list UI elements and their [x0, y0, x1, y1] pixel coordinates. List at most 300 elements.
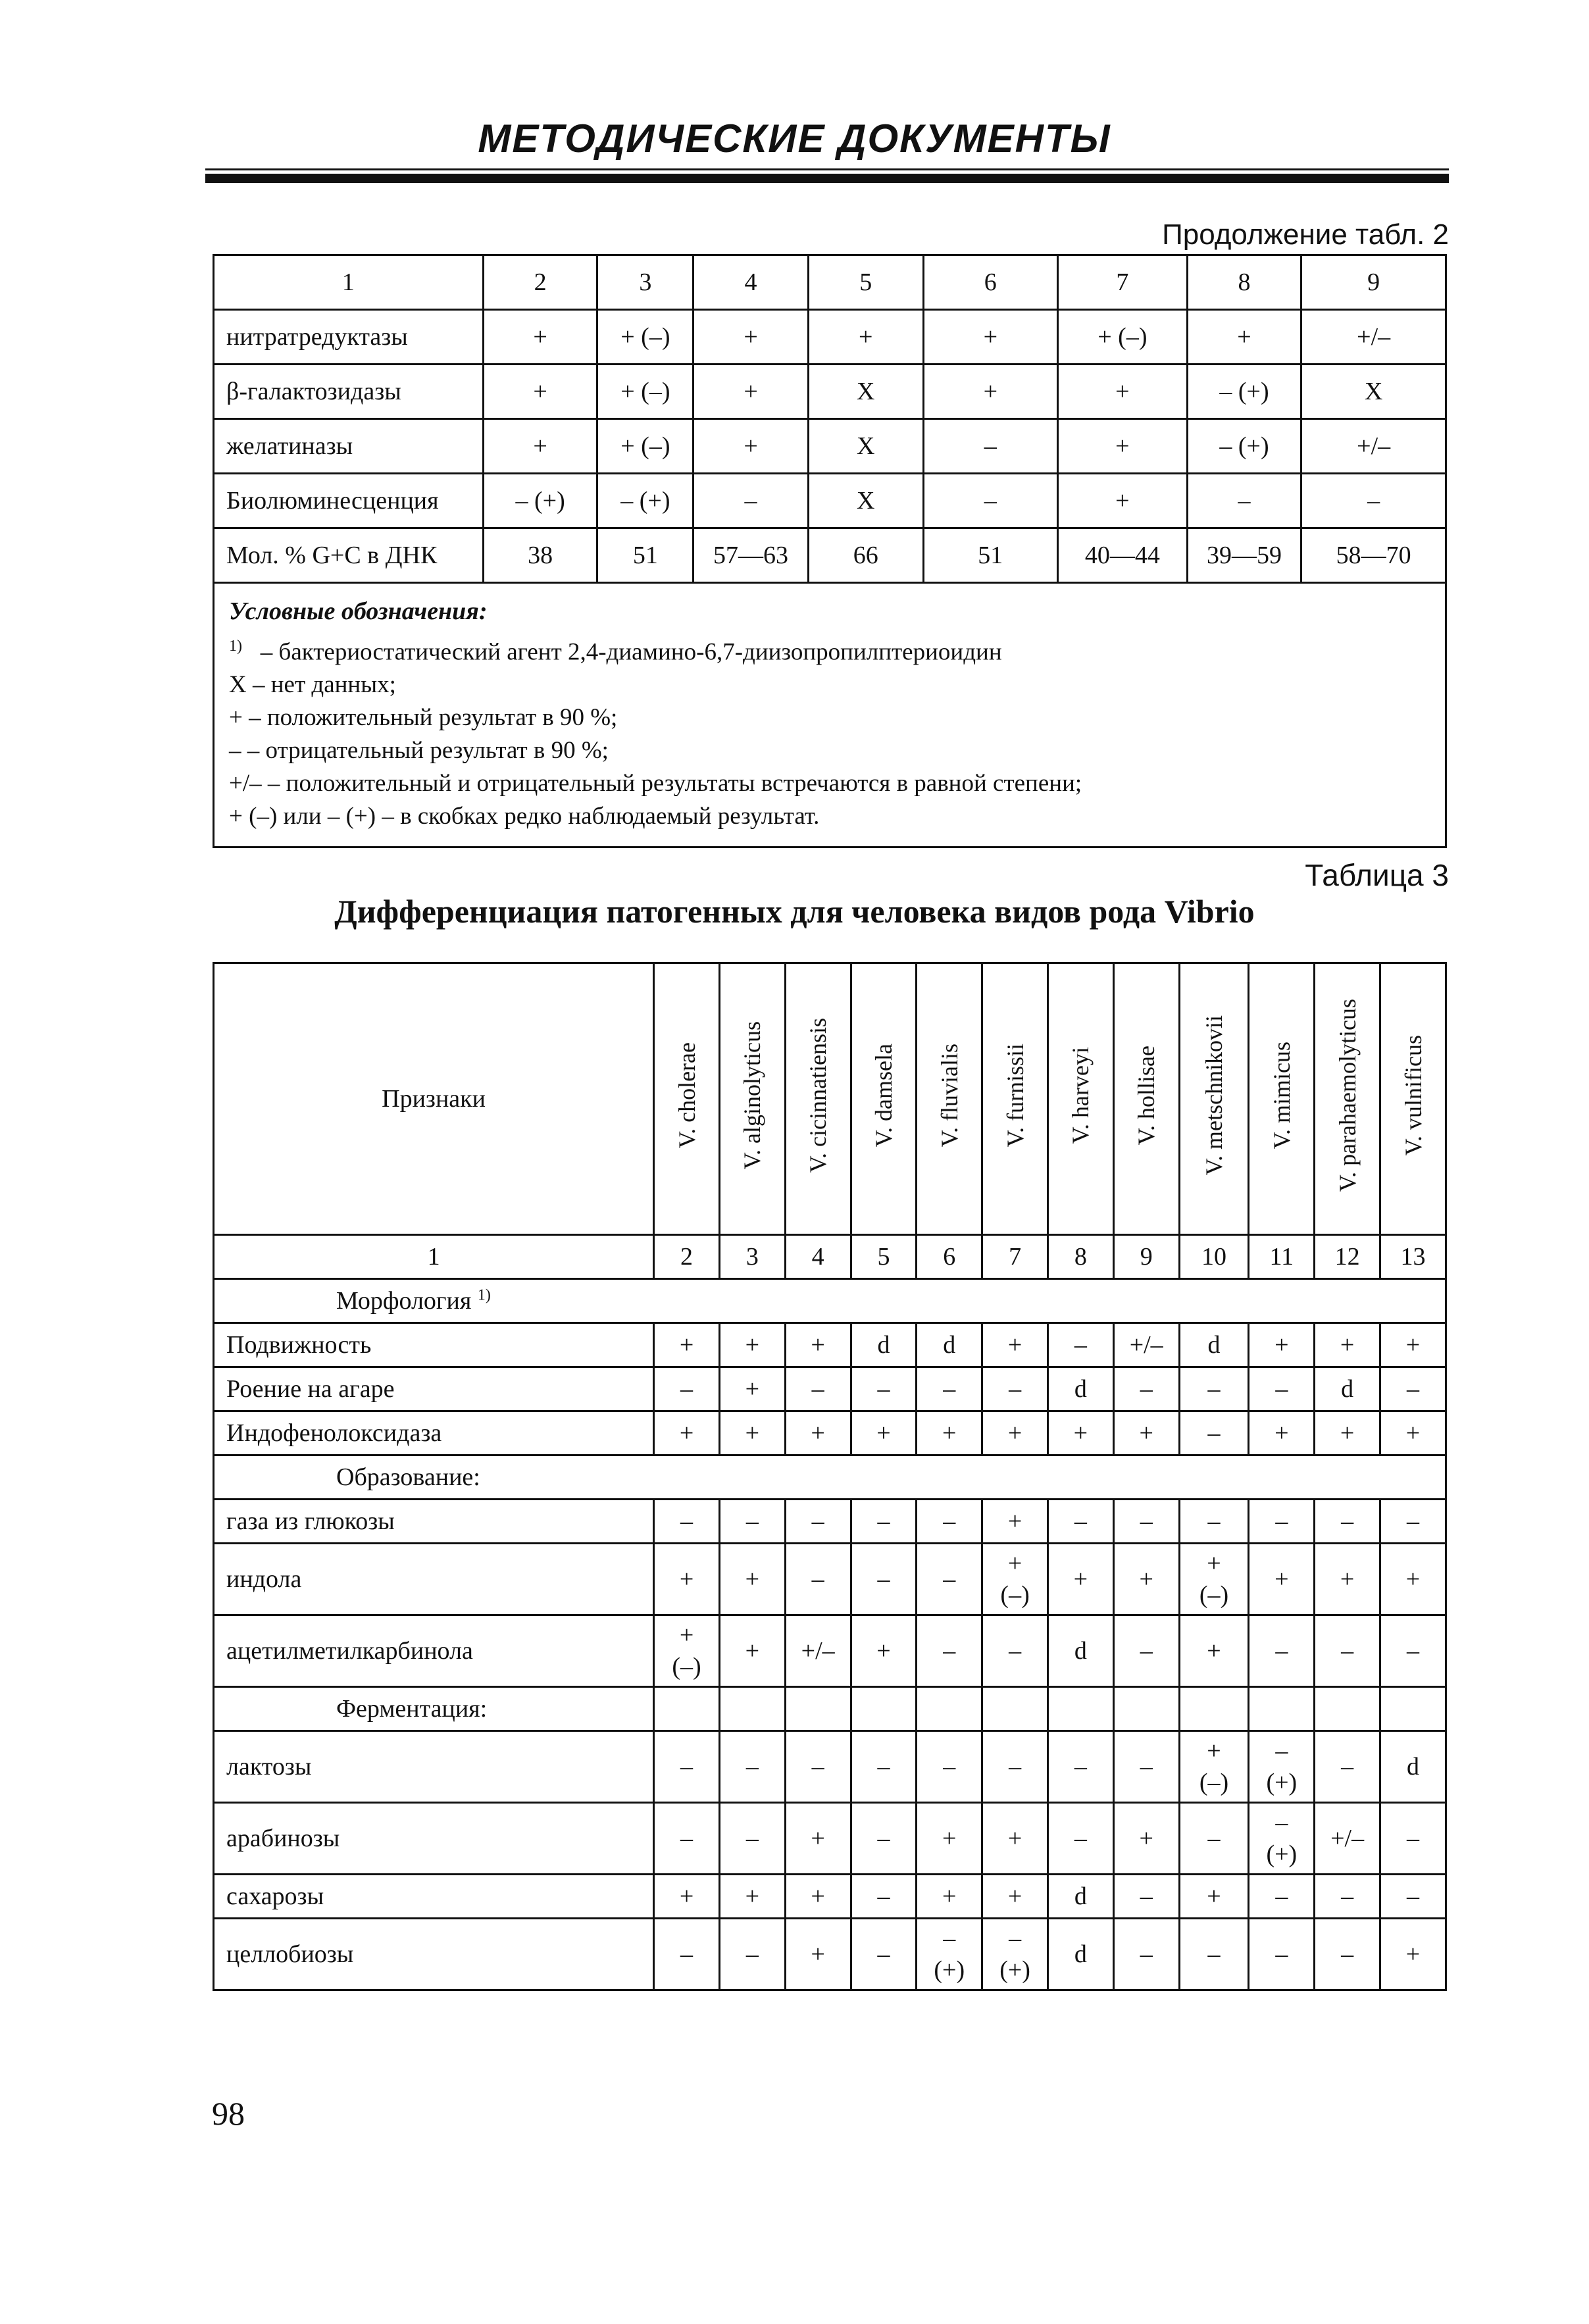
table-cell: – — [1380, 1615, 1446, 1687]
species-name: V. furnissii — [1001, 1044, 1028, 1148]
column-number: 4 — [785, 1235, 851, 1279]
table-cell: – — [851, 1803, 917, 1875]
table3-row — [214, 1411, 1446, 1455]
table-cell: + — [1249, 1411, 1315, 1455]
table-cell: – — [1315, 1500, 1380, 1544]
table-cell: – — [1113, 1615, 1179, 1687]
table-cell: – — [654, 1803, 720, 1875]
row-label: Роение на агаре — [214, 1367, 654, 1411]
table-cell: + — [982, 1500, 1048, 1544]
stacked-value — [1199, 1735, 1228, 1798]
table-cell: – — [785, 1544, 851, 1615]
table-cell: +/– — [785, 1615, 851, 1687]
table-cell: – — [851, 1919, 917, 1990]
table3-label: Таблица 3 — [1305, 858, 1449, 892]
table-cell: – — [917, 1500, 982, 1544]
table-cell — [1315, 1687, 1380, 1731]
table-cell: + — [1113, 1803, 1179, 1875]
table-cell: – — [1179, 1919, 1249, 1990]
species-header — [1047, 963, 1113, 1235]
table-cell: +/– — [1315, 1803, 1380, 1875]
species-name: V. mimicus — [1268, 1042, 1295, 1149]
legend-note-text: – бактериостатический агент 2,4-диамино-6,7-диизопропилптериоидин — [260, 638, 1002, 666]
table-cell: + — [654, 1544, 720, 1615]
table2-row — [214, 419, 1446, 474]
stacked-value — [1266, 1735, 1297, 1798]
table-cell: + — [982, 1875, 1048, 1919]
table2-row — [214, 474, 1446, 528]
row-label: лактозы — [214, 1731, 654, 1803]
table-cell: – — [1315, 1875, 1380, 1919]
table-cell: +/– — [1113, 1323, 1179, 1367]
table-cell: – — [1047, 1323, 1113, 1367]
table-cell: + — [1179, 1875, 1249, 1919]
table-cell: + — [719, 1323, 785, 1367]
table-cell — [719, 1687, 785, 1731]
stacked-value — [1199, 1548, 1228, 1611]
table-cell: + — [654, 1411, 720, 1455]
table-cell: – — [1113, 1367, 1179, 1411]
section-formation: Образование: — [214, 1455, 1446, 1500]
table-cell: – — [785, 1500, 851, 1544]
table-cell: 38 — [483, 528, 597, 583]
table-cell: + — [483, 419, 597, 474]
table-cell — [1179, 1544, 1249, 1615]
species-header — [719, 963, 785, 1235]
table-cell: + — [1380, 1544, 1446, 1615]
table-cell: – — [654, 1731, 720, 1803]
header-title: МЕТОДИЧЕСКИЕ ДОКУМЕНТЫ — [478, 116, 1111, 161]
table-cell: d — [1047, 1615, 1113, 1687]
table-cell: d — [851, 1323, 917, 1367]
table3 — [213, 962, 1447, 1991]
table-cell: + — [1380, 1323, 1446, 1367]
table-cell: + — [1047, 1544, 1113, 1615]
table-cell: + — [917, 1803, 982, 1875]
table-cell: + — [719, 1411, 785, 1455]
legend-title: Условные обозначения: — [229, 597, 488, 625]
row-label: целлобиозы — [214, 1919, 654, 1990]
legend-note — [229, 630, 1430, 669]
table3-row — [214, 1615, 1446, 1687]
column-number: 8 — [1047, 1235, 1113, 1279]
table-cell: – (+) — [597, 474, 694, 528]
stacked-value-rare: (–) — [672, 1653, 701, 1680]
legend-line: – – отрицательный результат в 90 %; — [229, 737, 609, 765]
row-label: Мол. % G+C в ДНК — [214, 528, 484, 583]
table-cell: – — [982, 1615, 1048, 1687]
stacked-value-main: + — [1007, 1550, 1022, 1577]
row-label: газа из глюкозы — [214, 1500, 654, 1544]
column-number: 6 — [917, 1235, 982, 1279]
table-cell: – — [851, 1500, 917, 1544]
section-label: Морфология — [336, 1287, 472, 1315]
stacked-value-rare: (–) — [1199, 1581, 1229, 1609]
species-header — [1380, 963, 1446, 1235]
column-number: 5 — [851, 1235, 917, 1279]
table-cell: +/– — [1301, 310, 1446, 365]
table-cell: + — [785, 1411, 851, 1455]
stacked-value-main: + — [1207, 1737, 1221, 1765]
table2-col-header: 7 — [1058, 255, 1188, 310]
table-cell: + — [1113, 1411, 1179, 1455]
stacked-value — [934, 1923, 965, 1986]
page-number: 98 — [212, 2095, 245, 2132]
table-cell: + — [719, 1615, 785, 1687]
stacked-value-rare: (+) — [1266, 1840, 1298, 1868]
table-cell — [1249, 1687, 1315, 1731]
row-label: Подвижность — [214, 1323, 654, 1367]
table-cell: – — [917, 1367, 982, 1411]
row-label: желатиназы — [214, 419, 484, 474]
table-cell: – — [1315, 1615, 1380, 1687]
table-cell: – — [1113, 1875, 1179, 1919]
stacked-value-main: – — [1009, 1925, 1022, 1952]
table3-row — [214, 1500, 1446, 1544]
column-number: 13 — [1380, 1235, 1446, 1279]
table-cell: – — [1249, 1615, 1315, 1687]
table-cell: – (+) — [483, 474, 597, 528]
table-cell: 51 — [597, 528, 694, 583]
stacked-value — [1266, 1807, 1297, 1870]
stacked-value — [672, 1619, 701, 1682]
table3-row — [214, 1919, 1446, 1990]
table-cell — [1047, 1687, 1113, 1731]
row-label: Индофенолоксидаза — [214, 1411, 654, 1455]
table-cell: – — [1380, 1803, 1446, 1875]
table-cell: + — [851, 1411, 917, 1455]
table-cell: – — [1187, 474, 1301, 528]
table-cell: – — [1380, 1500, 1446, 1544]
section-row — [214, 1455, 1446, 1500]
table-cell: + — [917, 1411, 982, 1455]
table-cell: + — [982, 1803, 1048, 1875]
table-cell: + — [982, 1323, 1048, 1367]
table-cell: + — [851, 1615, 917, 1687]
table-cell: + — [923, 310, 1058, 365]
table-cell — [917, 1687, 982, 1731]
table-cell: – — [1047, 1500, 1113, 1544]
table-cell: – — [1249, 1875, 1315, 1919]
table-cell: – — [719, 1803, 785, 1875]
table-cell: + — [1113, 1544, 1179, 1615]
table-cell: X — [808, 474, 923, 528]
table-cell: – — [917, 1544, 982, 1615]
table-cell — [1113, 1687, 1179, 1731]
table-cell: + — [785, 1803, 851, 1875]
table3-row — [214, 1803, 1446, 1875]
table-cell: 40—44 — [1058, 528, 1188, 583]
table-cell: – — [851, 1367, 917, 1411]
stacked-value-rare: (+) — [999, 1956, 1030, 1984]
table2-header-row — [214, 255, 1446, 310]
table-cell — [982, 1687, 1048, 1731]
species-header — [982, 963, 1048, 1235]
section-fermentation: Ферментация: — [214, 1687, 654, 1731]
table-cell: – — [923, 474, 1058, 528]
table-cell: + — [1187, 310, 1301, 365]
table-cell: d — [1179, 1323, 1249, 1367]
table-cell: – — [694, 474, 809, 528]
species-header — [1315, 963, 1380, 1235]
table-cell: d — [1380, 1731, 1446, 1803]
table-cell: + — [1380, 1919, 1446, 1990]
table-cell: + — [1315, 1411, 1380, 1455]
table-cell: d — [1047, 1367, 1113, 1411]
table-cell: – — [1179, 1411, 1249, 1455]
table-cell: – — [917, 1731, 982, 1803]
table-cell: – (+) — [1187, 419, 1301, 474]
table-cell: d — [1315, 1367, 1380, 1411]
feature-header: Признаки — [214, 963, 654, 1235]
table3-species-row — [214, 963, 1446, 1235]
species-header — [1113, 963, 1179, 1235]
species-header — [851, 963, 917, 1235]
table3-title: Дифференциация патогенных для человека видов рода Vibrio — [334, 893, 1255, 930]
species-name: V. fluvialis — [936, 1044, 963, 1148]
table-cell: + — [654, 1875, 720, 1919]
table-cell: + — [1058, 365, 1188, 419]
table-cell: + — [719, 1875, 785, 1919]
stacked-value — [1000, 1548, 1029, 1611]
section-row — [214, 1279, 1446, 1323]
column-number: 7 — [982, 1235, 1048, 1279]
legend-line: + (–) или – (+) – в скобках редко наблюдаемый результат. — [229, 803, 820, 830]
table-cell: d — [1047, 1919, 1113, 1990]
table3-row — [214, 1875, 1446, 1919]
table-cell: + (–) — [597, 419, 694, 474]
table-cell: – — [1179, 1803, 1249, 1875]
column-number: 9 — [1113, 1235, 1179, 1279]
stacked-value-rare: (–) — [1199, 1769, 1229, 1796]
species-header — [654, 963, 720, 1235]
column-number: 3 — [719, 1235, 785, 1279]
table-cell: + — [785, 1919, 851, 1990]
table2-col-header: 4 — [694, 255, 809, 310]
table-cell: + — [483, 310, 597, 365]
species-header — [1249, 963, 1315, 1235]
species-name: V. hollisae — [1133, 1046, 1160, 1146]
table-cell: – — [719, 1731, 785, 1803]
table2-row — [214, 528, 1446, 583]
table-cell: – — [1249, 1919, 1315, 1990]
table3-row — [214, 1544, 1446, 1615]
footnote-mark: 1) — [229, 638, 242, 655]
table-cell: + (–) — [597, 365, 694, 419]
table-cell: 39—59 — [1187, 528, 1301, 583]
table3-number-row — [214, 1235, 1446, 1279]
species-header — [1179, 963, 1249, 1235]
table-cell: – — [851, 1875, 917, 1919]
table-cell — [982, 1544, 1048, 1615]
table2-row — [214, 310, 1446, 365]
table2-col-header: 9 — [1301, 255, 1446, 310]
table-cell: – — [654, 1500, 720, 1544]
legend-line: +/– – положительный и отрицательный результаты встречаются в равной степени; — [229, 770, 1082, 797]
table3-row — [214, 1731, 1446, 1803]
legend — [214, 583, 1446, 847]
table-cell: +/– — [1301, 419, 1446, 474]
stacked-value-main: – — [943, 1925, 956, 1952]
header-rule-thick — [205, 174, 1449, 183]
table-cell: + (–) — [597, 310, 694, 365]
species-name: V. harveyi — [1067, 1047, 1094, 1144]
table-cell: + — [785, 1323, 851, 1367]
table2-col-header: 1 — [214, 255, 484, 310]
table-cell: + — [694, 310, 809, 365]
legend-line: X – нет данных; — [229, 671, 396, 699]
table-cell: – — [1113, 1919, 1179, 1990]
table-cell: 51 — [923, 528, 1058, 583]
table-cell: + — [694, 365, 809, 419]
table-cell: – — [1179, 1500, 1249, 1544]
table-cell: – — [785, 1731, 851, 1803]
row-label: индола — [214, 1544, 654, 1615]
column-number: 11 — [1249, 1235, 1315, 1279]
table-cell: – — [654, 1919, 720, 1990]
species-name: V. vulnificus — [1400, 1035, 1426, 1156]
column-number: 1 — [214, 1235, 654, 1279]
column-number: 12 — [1315, 1235, 1380, 1279]
table-cell: + — [1249, 1323, 1315, 1367]
table-cell — [1249, 1731, 1315, 1803]
table-cell: – — [851, 1544, 917, 1615]
table-cell — [654, 1687, 720, 1731]
table-cell — [1380, 1687, 1446, 1731]
table-cell — [1179, 1687, 1249, 1731]
table-cell: + — [1058, 474, 1188, 528]
stacked-value-rare: (+) — [1266, 1769, 1298, 1796]
table-cell: + — [483, 365, 597, 419]
table-cell — [851, 1687, 917, 1731]
table-cell: + — [785, 1875, 851, 1919]
table-cell: – — [719, 1500, 785, 1544]
table-cell: – — [1113, 1500, 1179, 1544]
legend-line: + – положительный результат в 90 %; — [229, 704, 618, 732]
table-cell — [982, 1919, 1048, 1990]
table-cell: – — [1301, 474, 1446, 528]
table-cell: – — [923, 419, 1058, 474]
table-cell: d — [1047, 1875, 1113, 1919]
table3-row — [214, 1367, 1446, 1411]
table-cell: – — [654, 1367, 720, 1411]
table-cell: – — [785, 1367, 851, 1411]
table-cell — [1179, 1731, 1249, 1803]
stacked-value-rare: (–) — [1000, 1581, 1030, 1609]
table-cell: + — [808, 310, 923, 365]
table-cell: – — [1315, 1731, 1380, 1803]
table3-row — [214, 1323, 1446, 1367]
table-cell: – — [1380, 1875, 1446, 1919]
table-cell: + — [719, 1544, 785, 1615]
section-row — [214, 1687, 1446, 1731]
stacked-value-main: + — [679, 1621, 694, 1649]
table-cell: + — [982, 1411, 1048, 1455]
table2-col-header: 6 — [923, 255, 1058, 310]
species-header — [917, 963, 982, 1235]
table2 — [213, 254, 1447, 848]
table-cell: + — [719, 1367, 785, 1411]
section-morphology — [214, 1279, 1446, 1323]
row-label: нитратредуктазы — [214, 310, 484, 365]
table-cell: – — [1249, 1367, 1315, 1411]
stacked-value — [999, 1923, 1030, 1986]
table-cell: – — [1315, 1919, 1380, 1990]
species-name: V. parahaemolyticus — [1334, 999, 1361, 1192]
table-cell: – (+) — [1187, 365, 1301, 419]
row-label: β-галактозидазы — [214, 365, 484, 419]
table-cell: – — [982, 1367, 1048, 1411]
stacked-value-main: – — [1275, 1737, 1288, 1765]
species-name: V. alginolyticus — [739, 1021, 766, 1170]
table-cell: + — [1315, 1544, 1380, 1615]
species-header — [785, 963, 851, 1235]
table-cell: + — [1249, 1544, 1315, 1615]
table-cell — [654, 1615, 720, 1687]
table-cell: + — [1047, 1411, 1113, 1455]
table-cell: – — [982, 1731, 1048, 1803]
table-cell — [1249, 1803, 1315, 1875]
table-cell: + — [1315, 1323, 1380, 1367]
stacked-value-main: + — [1207, 1550, 1221, 1577]
table-cell: + — [694, 419, 809, 474]
row-label: сахарозы — [214, 1875, 654, 1919]
table-cell: X — [808, 365, 923, 419]
table-cell: 66 — [808, 528, 923, 583]
table2-row — [214, 365, 1446, 419]
table-cell: – — [719, 1919, 785, 1990]
table-cell: – — [917, 1615, 982, 1687]
table2-continuation: Продолжение табл. 2 — [1162, 218, 1449, 251]
table2-col-header: 2 — [483, 255, 597, 310]
table-cell: + — [654, 1323, 720, 1367]
table-cell: + — [1380, 1411, 1446, 1455]
table-cell: + — [923, 365, 1058, 419]
table-cell: + (–) — [1058, 310, 1188, 365]
table-cell: – — [1179, 1367, 1249, 1411]
legend-row — [214, 583, 1446, 847]
species-name: V. damsela — [870, 1044, 897, 1148]
table-cell: – — [1113, 1731, 1179, 1803]
table-cell: – — [851, 1731, 917, 1803]
row-label: арабинозы — [214, 1803, 654, 1875]
row-label: Биолюминесценция — [214, 474, 484, 528]
table-cell: + — [917, 1875, 982, 1919]
table-cell: + — [1179, 1615, 1249, 1687]
species-name: V. cholerae — [673, 1042, 700, 1149]
table-cell: 58—70 — [1301, 528, 1446, 583]
species-name: V. metschnikovii — [1201, 1015, 1227, 1176]
table-cell: – — [1047, 1731, 1113, 1803]
table-cell: – — [1380, 1367, 1446, 1411]
column-number: 10 — [1179, 1235, 1249, 1279]
row-label: ацетилметилкарбинола — [214, 1615, 654, 1687]
table-cell: 57—63 — [694, 528, 809, 583]
table2-col-header: 5 — [808, 255, 923, 310]
table2-col-header: 8 — [1187, 255, 1301, 310]
column-number: 2 — [654, 1235, 720, 1279]
table-cell: d — [917, 1323, 982, 1367]
table-cell — [917, 1919, 982, 1990]
table-cell — [785, 1687, 851, 1731]
header-rule — [205, 168, 1449, 170]
table-cell: X — [808, 419, 923, 474]
species-name: V. cicinnatiensis — [805, 1018, 832, 1173]
table-cell: – — [1047, 1803, 1113, 1875]
table2-col-header: 3 — [597, 255, 694, 310]
footnote-mark: 1) — [477, 1286, 491, 1304]
table-cell: + — [1058, 419, 1188, 474]
